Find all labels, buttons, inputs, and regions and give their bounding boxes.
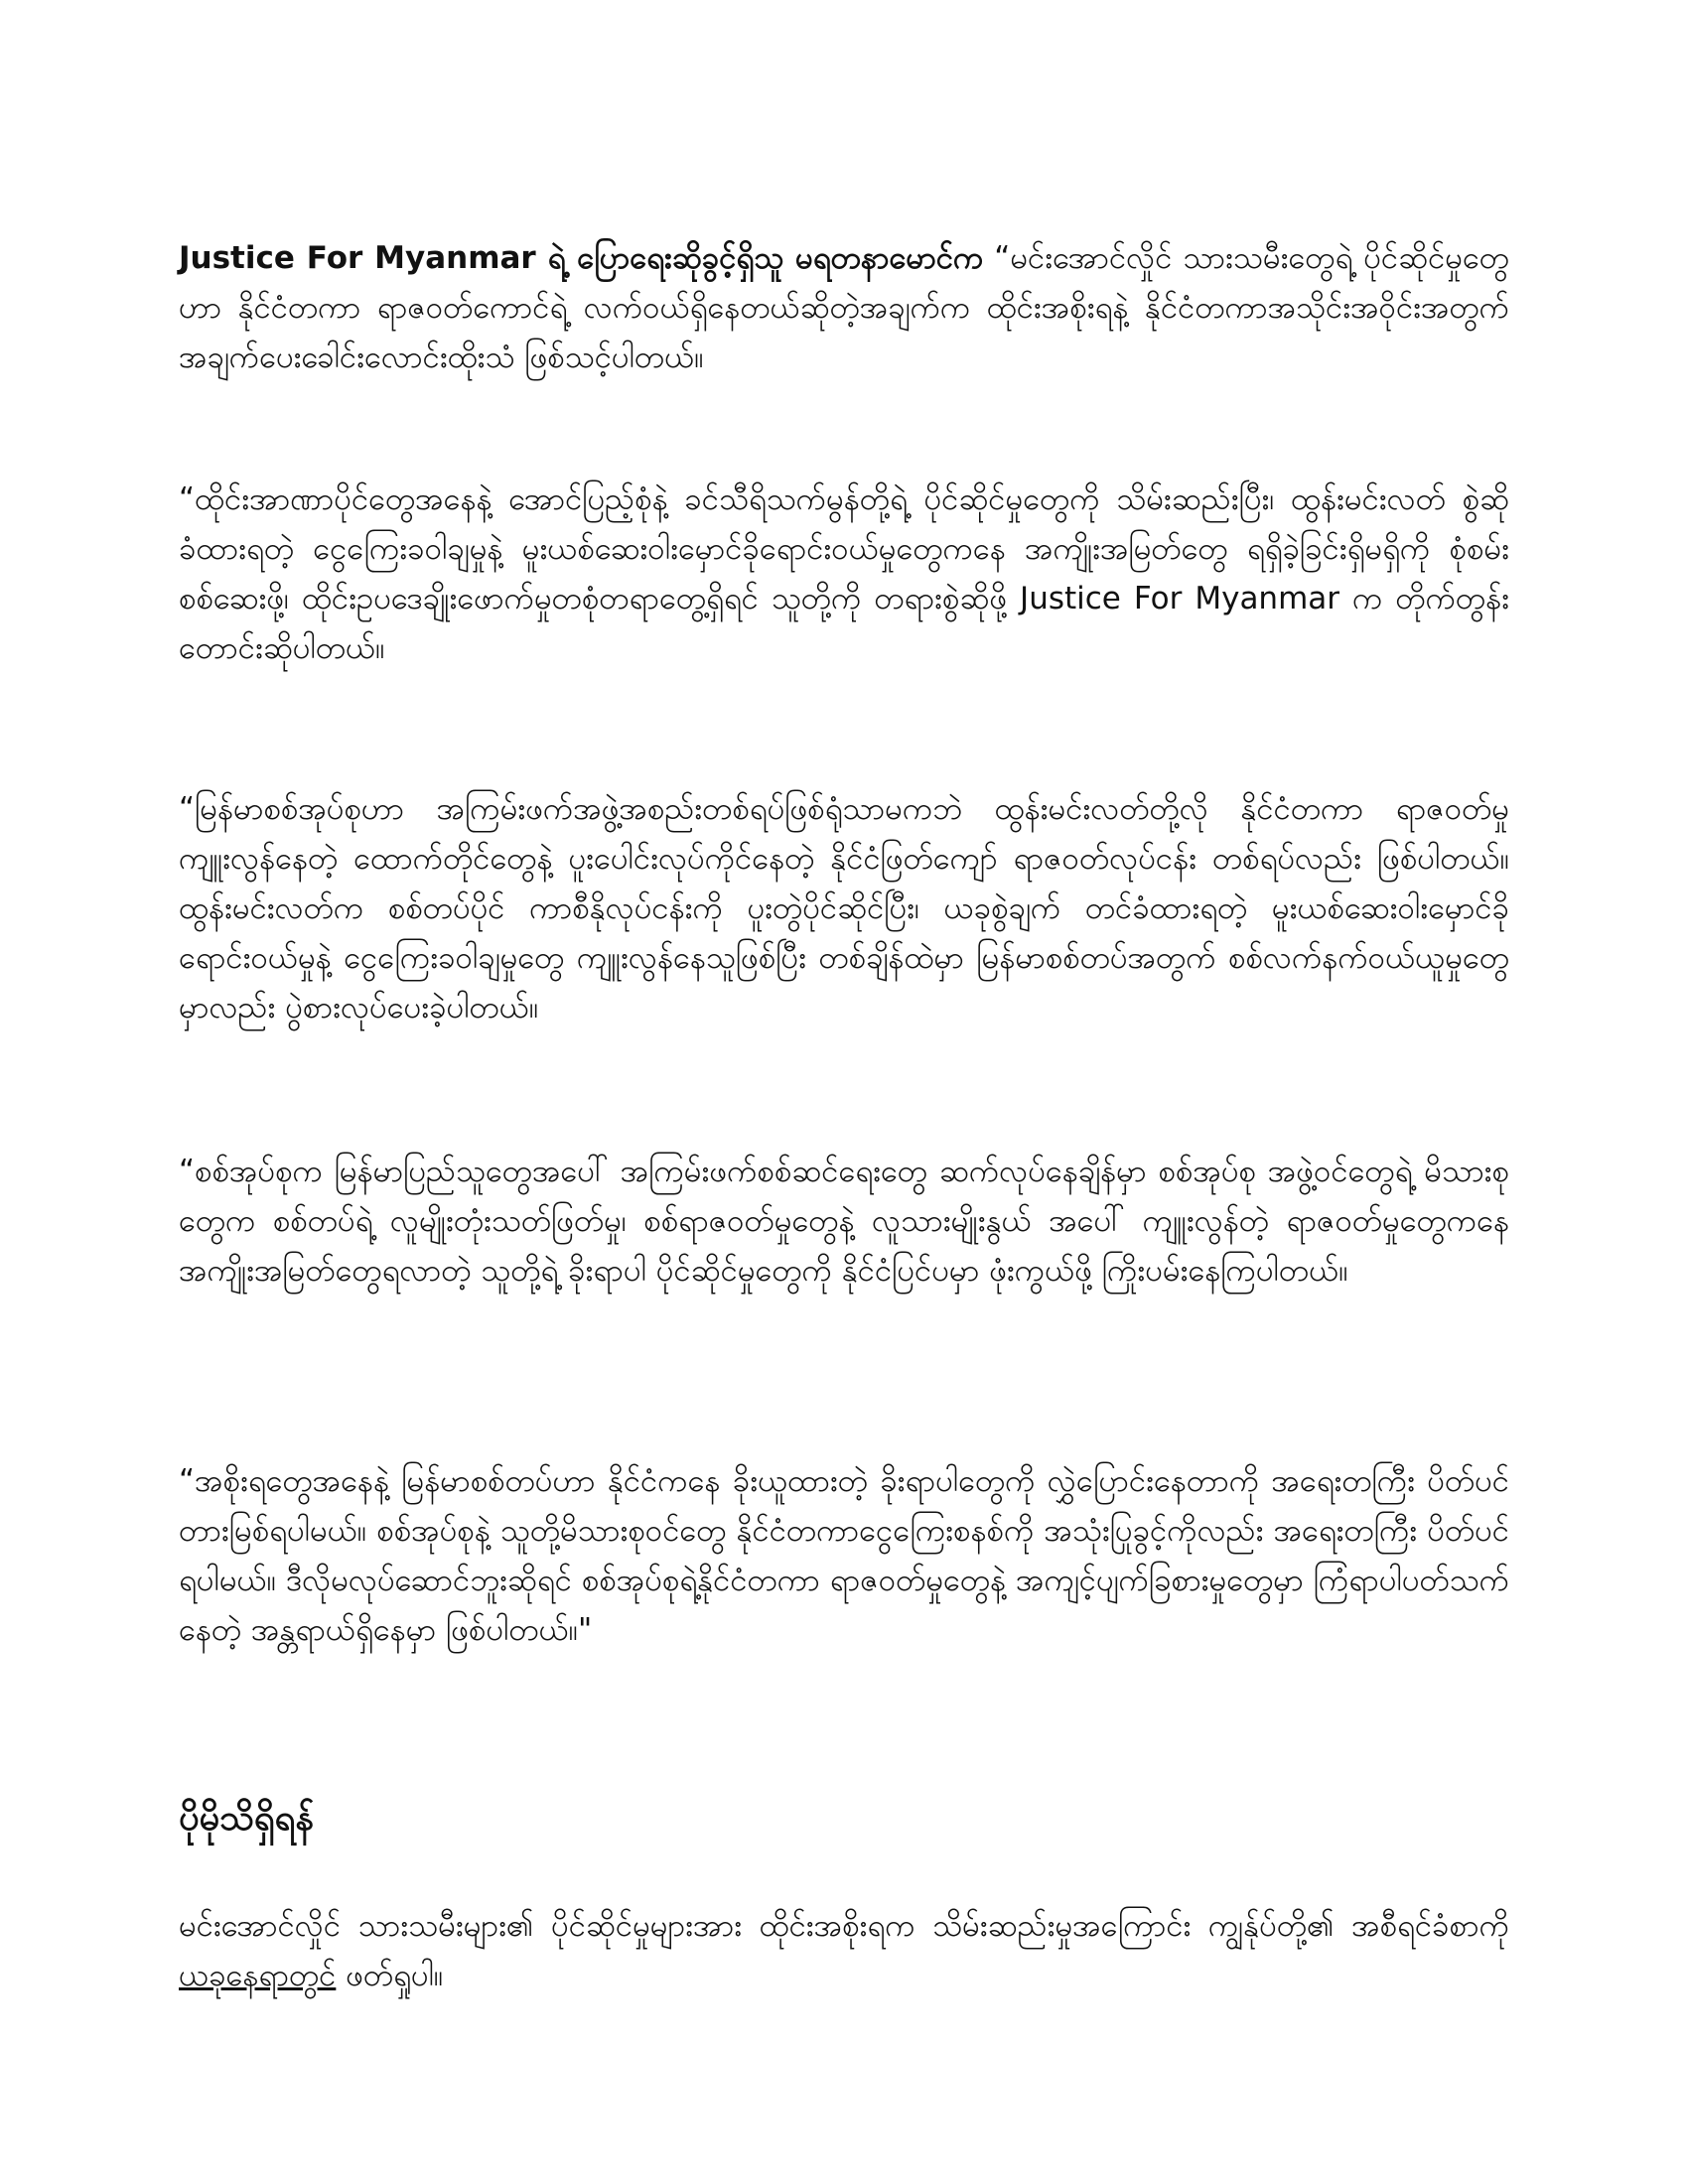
speaker-lead: Justice For Myanmar ရဲ့ ပြောရေးဆိုခွင့်ရှိသူ မရတနာမောင်က: [179, 240, 984, 276]
paragraph-text: “မင်းအောင်လှိုင် သားသမီးတွေရဲ့ ပိုင်ဆိုင်မှုတွေဟာ နိုင်ငံတကာ ရာဇဝတ်ကောင်ရဲ့ လက်ဝယ်ရှိနေတယ်ဆိုတဲ့အချက်က ထိုင်းအစိုးရနဲ့ နိုင်ငံတကာအသိုင်းအဝိုင်းအတွက် အချက်ပေးခေါင်းလောင်းထိုးသံ ဖြစ်သင့်ပါတယ်။: [179, 240, 1509, 375]
paragraph-governments-action: “အစိုးရတွေအနေနဲ့ မြန်မာစစ်တပ်ဟာ နိုင်ငံကနေ ခိုးယူထားတဲ့ ခိုးရာပါတွေကို လွှဲပြောင်းနေတာကို အရေးတကြီး ပိတ်ပင်တားမြစ်ရပါမယ်။ စစ်အုပ်စုနဲ့ သူတို့မိသားစုဝင်တွေ နိုင်ငံတကာငွေကြေးစနစ်ကို အသုံးပြုခွင့်ကိုလည်း အရေးတကြီး ပိတ်ပင်ရပါမယ်။ ဒီလိုမလုပ်ဆောင်ဘူးဆိုရင် စစ်အုပ်စုရဲ့နိုင်ငံတကာ ရာဇဝတ်မှုတွေနဲ့ အကျင့်ပျက်ခြစားမှုတွေမှာ ကြံရာပါပတ်သက်နေတဲ့ အန္တရာယ်ရှိနေမှာ ဖြစ်ပါတယ်။": [179, 1463, 1509, 1648]
paragraph-report-link: [179, 1901, 1509, 2000]
section-heading-learn-more: ပိုမိုသိရှိရန်: [179, 1798, 314, 1839]
paragraph-text: မင်းအောင်လှိုင် သားသမီးများ၏ ပိုင်ဆိုင်မှုများအား ထိုင်းအစိုးရက သိမ်းဆည်းမှုအကြောင်း ကျွန်ုပ်တို့၏ အစီရင်ခံစာကို: [179, 1908, 1509, 1944]
paragraph-quote-intro: [179, 233, 1509, 382]
paragraph-tail-text: ဖတ်ရှုပါ။: [336, 1958, 444, 1993]
paragraph-junta-families: “စစ်အုပ်စုက မြန်မာပြည်သူတွေအပေါ် အကြမ်းဖက်စစ်ဆင်ရေးတွေ ဆက်လုပ်နေချိန်မှာ စစ်အုပ်စု အဖွဲ့ဝင်တွေရဲ့ မိသားစုတွေက စစ်တပ်ရဲ့ လူမျိုးတုံးသတ်ဖြတ်မှု၊ စစ်ရာဇဝတ်မှုတွေနဲ့ လူသားမျိုးနွယ် အပေါ် ကျူးလွန်တဲ့ ရာဇဝတ်မှုတွေကနေ အကျိုးအမြတ်တွေရလာတဲ့ သူတို့ရဲ့ ခိုးရာပါ ပိုင်ဆိုင်မှုတွေကို နိုင်ငံပြင်ပမှာ ဖုံးကွယ်ဖို့ ကြိုးပမ်းနေကြပါတယ်။: [179, 1154, 1509, 1289]
report-link[interactable]: ယခုနေရာတွင်: [179, 1958, 337, 1993]
paragraph-criminal-enterprise: “မြန်မာစစ်အုပ်စုဟာ အကြမ်းဖက်အဖွဲ့အစည်းတစ်ရပ်ဖြစ်ရုံသာမကဘဲ ထွန်းမင်းလတ်တို့လို နိုင်ငံတကာ ရာဇဝတ်မှုကျူးလွန်နေတဲ့ ထောက်တိုင်တွေနဲ့ ပူးပေါင်းလုပ်ကိုင်နေတဲ့ နိုင်ငံဖြတ်ကျော် ရာဇဝတ်လုပ်ငန်း တစ်ရပ်လည်း ဖြစ်ပါတယ်။ ထွန်းမင်းလတ်က စစ်တပ်ပိုင် ကာစီနိုလုပ်ငန်းကို ပူးတွဲပိုင်ဆိုင်ပြီး၊ ယခုစွဲချက် တင်ခံထားရတဲ့ မူးယစ်ဆေးဝါးမှောင်ခိုရောင်းဝယ်မှုနဲ့ ငွေကြေးခဝါချမှုတွေ ကျူးလွန်နေသူဖြစ်ပြီး တစ်ချိန်ထဲမှာ မြန်မာစစ်တပ်အတွက် စစ်လက်နက်ဝယ်ယူမှုတွေမှာလည်း ပွဲစားလုပ်ပေးခဲ့ပါတယ်။: [179, 791, 1509, 1025]
paragraph-thai-authorities: “ထိုင်းအာဏာပိုင်တွေအနေနဲ့ အောင်ပြည့်စုံနဲ့ ခင်သီရိသက်မွန်တို့ရဲ့ ပိုင်ဆိုင်မှုတွေကို သိမ်းဆည်းပြီး၊ ထွန်းမင်းလတ် စွဲဆိုခံထားရတဲ့ ငွေကြေးခဝါချမှုနဲ့ မူးယစ်ဆေးဝါးမှောင်ခိုရောင်းဝယ်မှုတွေကနေ အကျိုးအမြတ်တွေ ရရှိခဲ့ခြင်းရှိမရှိကို စုံစမ်းစစ်ဆေးဖို့၊ ထိုင်းဥပဒေချိုးဖောက်မှုတစုံတရာတွေ့ရှိရင် သူတို့ကို တရားစွဲဆိုဖို့ Justice For Myanmar က တိုက်တွန်းတောင်းဆိုပါတယ်။: [179, 481, 1509, 666]
